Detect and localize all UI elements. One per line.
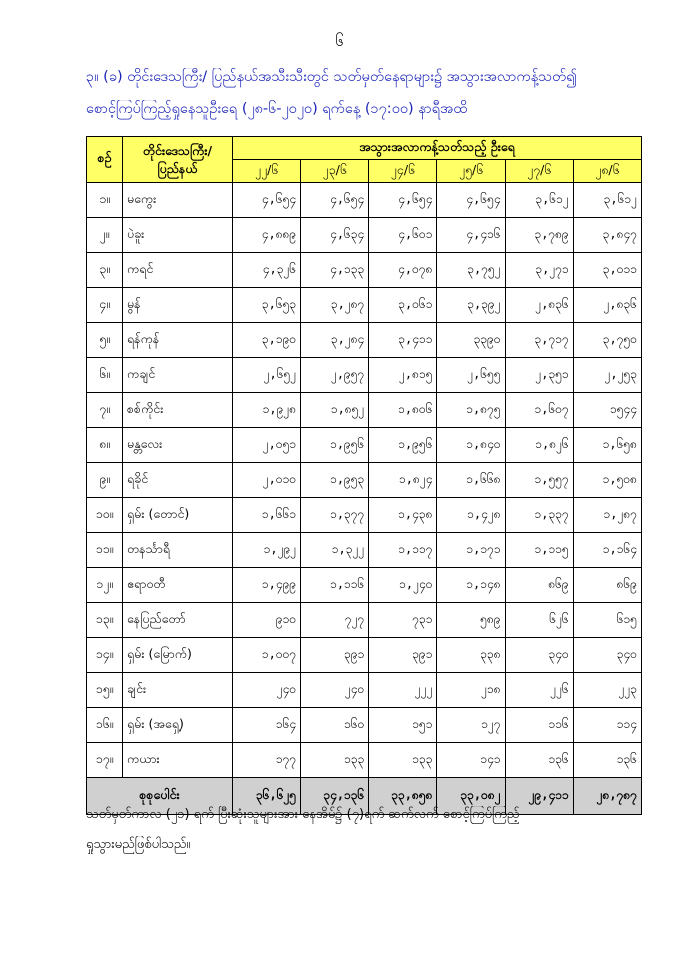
row-value: ၁,၁၆၄ bbox=[573, 533, 641, 568]
row-value: ၁,၁၁၆ bbox=[301, 568, 369, 603]
row-region: ဧရာဝတီ bbox=[123, 568, 233, 603]
row-value: ၄,၃၂၆ bbox=[233, 253, 301, 288]
row-value: ၁,၈၂၄ bbox=[369, 463, 437, 498]
row-value: ၄,၄၁၆ bbox=[437, 218, 505, 253]
row-region: ပဲခူး bbox=[123, 218, 233, 253]
row-value: ၁,၂၉၂ bbox=[233, 533, 301, 568]
row-value: ၁,၉၅၆ bbox=[301, 428, 369, 463]
table-row bbox=[87, 463, 642, 498]
row-region: မွန် bbox=[123, 288, 233, 323]
row-value: ၄,၀၇၈ bbox=[369, 253, 437, 288]
row-value: ၆၁၅ bbox=[573, 603, 641, 638]
row-value: ၁၅၁ bbox=[369, 708, 437, 743]
row-value: ၃,၃၉၂ bbox=[437, 288, 505, 323]
row-value: ၂,၃၅၁ bbox=[505, 358, 573, 393]
row-value: ၁,၉၅၆ bbox=[369, 428, 437, 463]
table-row bbox=[87, 358, 642, 393]
row-value: ၃,၆၅၃ bbox=[233, 288, 301, 323]
row-value: ၂,၈၃၆ bbox=[505, 288, 573, 323]
row-value: ၃၃၉၀ bbox=[437, 323, 505, 358]
row-region: တနင်္သာရီ bbox=[123, 533, 233, 568]
table-row bbox=[87, 603, 642, 638]
header-date: ၂၅/၆ bbox=[437, 160, 505, 183]
row-value: ၂၂၃ bbox=[573, 673, 641, 708]
row-serial: ၁၆။ bbox=[87, 708, 123, 743]
row-value: ၂,၈၁၅ bbox=[369, 358, 437, 393]
row-value: ၁,၂၄၀ bbox=[369, 568, 437, 603]
header-serial: စဉ် bbox=[87, 137, 123, 183]
row-value: ၇၃၁ bbox=[369, 603, 437, 638]
row-value: ၁,၀၀၇ bbox=[233, 638, 301, 673]
row-serial: ၉။ bbox=[87, 463, 123, 498]
row-value: ၁၁၆ bbox=[505, 708, 573, 743]
row-serial: ၁၂။ bbox=[87, 568, 123, 603]
row-value: ၁,၉၂၈ bbox=[233, 393, 301, 428]
table-row bbox=[87, 323, 642, 358]
row-serial: ၁၇။ bbox=[87, 743, 123, 778]
header-date: ၂၇/၆ bbox=[505, 160, 573, 183]
row-value: ၃,၀၁၁ bbox=[573, 253, 641, 288]
row-value: ၃,၂၇၁ bbox=[505, 253, 573, 288]
row-value: ၁,၄၃၈ bbox=[369, 498, 437, 533]
row-value: ၁,၂၈၇ bbox=[573, 498, 641, 533]
row-value: ၈၆၉ bbox=[573, 568, 641, 603]
row-value: ၁,၆၅၈ bbox=[573, 428, 641, 463]
row-value: ၅၈၉ bbox=[437, 603, 505, 638]
row-value: ၁၃၆ bbox=[573, 743, 641, 778]
row-region: မန္တလေး bbox=[123, 428, 233, 463]
row-value: ၃,၁၉၀ bbox=[233, 323, 301, 358]
row-serial: ၂။ bbox=[87, 218, 123, 253]
footnote-line-1: သတ်မှတ်ကာလ (၂၁) ရက် ပြီးဆုံးသူများအား နေအိမ်၌ (၇)ရက် ဆက်လက် စောင့်ကြပ်ကြည့် bbox=[86, 807, 520, 822]
row-value: ၃,၈၄၇ bbox=[573, 218, 641, 253]
table-row bbox=[87, 218, 642, 253]
row-region: ရခိုင် bbox=[123, 463, 233, 498]
row-value: ၃၄၀ bbox=[505, 638, 573, 673]
row-value: ၁,၈၀၆ bbox=[369, 393, 437, 428]
header-region: တိုင်းဒေသကြီး/ ပြည်နယ် bbox=[123, 137, 233, 183]
row-value: ၃၉၁ bbox=[369, 638, 437, 673]
row-value: ၁၆၀ bbox=[301, 708, 369, 743]
row-region: ရှမ်း (တောင်) bbox=[123, 498, 233, 533]
row-value: ၁၅၄၄ bbox=[573, 393, 641, 428]
row-value: ၄,၈၈၉ bbox=[233, 218, 301, 253]
total-value: ၂၈,၇၈၇ bbox=[573, 778, 641, 815]
row-value: ၁၂၇ bbox=[437, 708, 505, 743]
row-value: ၁၃၃ bbox=[301, 743, 369, 778]
row-region: မကွေး bbox=[123, 183, 233, 218]
row-value: ၁,၈၇၅ bbox=[437, 393, 505, 428]
total-value: ၃၄,၁၃၆ bbox=[301, 778, 369, 815]
row-value: ၁,၅၅၇ bbox=[505, 463, 573, 498]
row-value: ၃,၀၆၁ bbox=[369, 288, 437, 323]
total-value: ၃၆,၆၂၅ bbox=[233, 778, 301, 815]
table-row bbox=[87, 183, 642, 218]
row-serial: ၁။ bbox=[87, 183, 123, 218]
row-value: ၃,၇၁၇ bbox=[505, 323, 573, 358]
row-value: ၈၆၉ bbox=[505, 568, 573, 603]
row-value: ၁,၅၀၈ bbox=[573, 463, 641, 498]
row-value: ၆၂၆ bbox=[505, 603, 573, 638]
table-row bbox=[87, 498, 642, 533]
row-value: ၂,၉၅၇ bbox=[301, 358, 369, 393]
header-date: ၂၈/၆ bbox=[573, 160, 641, 183]
row-value: ၁,၉၅၃ bbox=[301, 463, 369, 498]
header-date: ၂၄/၆ bbox=[369, 160, 437, 183]
table-row bbox=[87, 568, 642, 603]
header-restricted-count: အသွားအလာကန့်သတ်သည့် ဦးရေ bbox=[233, 137, 642, 160]
row-value: ၁,၆၆၈ bbox=[437, 463, 505, 498]
row-region: ကယား bbox=[123, 743, 233, 778]
row-value: ၂,၀၅၁ bbox=[233, 428, 301, 463]
row-value: ၁၇၇ bbox=[233, 743, 301, 778]
row-value: ၄,၆၅၄ bbox=[301, 183, 369, 218]
row-value: ၃,၇၅၀ bbox=[573, 323, 641, 358]
footnote-line-2: ရှုသွားမည်ဖြစ်ပါသည်။ bbox=[86, 837, 191, 852]
row-region: စစ်ကိုင်း bbox=[123, 393, 233, 428]
row-region: ရန်ကုန် bbox=[123, 323, 233, 358]
total-value: ၃၃,၀၈၂ bbox=[437, 778, 505, 815]
table-row bbox=[87, 393, 642, 428]
row-value: ၁,၁၄၈ bbox=[437, 568, 505, 603]
row-region: ရှမ်း (အရှေ့) bbox=[123, 708, 233, 743]
row-value: ၂,၂၅၃ bbox=[573, 358, 641, 393]
table-row bbox=[87, 673, 642, 708]
row-region: ကချင် bbox=[123, 358, 233, 393]
table-row bbox=[87, 533, 642, 568]
row-value: ၁,၆၆၁ bbox=[233, 498, 301, 533]
row-value: ၁,၈၅၂ bbox=[301, 393, 369, 428]
row-value: ၄,၆၅၄ bbox=[437, 183, 505, 218]
table-row bbox=[87, 708, 642, 743]
row-value: ၁,၁၁၇ bbox=[369, 533, 437, 568]
row-value: ၂၁၈ bbox=[437, 673, 505, 708]
row-value: ၄,၆၃၄ bbox=[301, 218, 369, 253]
row-value: ၁,၃၃၇ bbox=[505, 498, 573, 533]
row-value: ၁,၈၄၀ bbox=[437, 428, 505, 463]
row-value: ၂,၆၅၅ bbox=[437, 358, 505, 393]
row-value: ၄,၆၅၄ bbox=[233, 183, 301, 218]
row-value: ၄,၁၃၃ bbox=[301, 253, 369, 288]
row-value: ၂,၈၃၆ bbox=[573, 288, 641, 323]
row-value: ၁,၄၂၈ bbox=[437, 498, 505, 533]
table-row bbox=[87, 743, 642, 778]
row-serial: ၄။ bbox=[87, 288, 123, 323]
row-value: ၄,၆၀၁ bbox=[369, 218, 437, 253]
row-value: ၁,၃၂၂ bbox=[301, 533, 369, 568]
row-value: ၁,၆၀၇ bbox=[505, 393, 573, 428]
row-value: ၂၂၆ bbox=[505, 673, 573, 708]
row-value: ၁၆၄ bbox=[233, 708, 301, 743]
row-value: ၇၂၇ bbox=[301, 603, 369, 638]
row-value: ၂,၀၁၀ bbox=[233, 463, 301, 498]
row-value: ၁,၁၁၅ bbox=[505, 533, 573, 568]
row-serial: ၆။ bbox=[87, 358, 123, 393]
row-value: ၃,၇၈၉ bbox=[505, 218, 573, 253]
row-value: ၃,၂၈၇ bbox=[301, 288, 369, 323]
row-serial: ၁၅။ bbox=[87, 673, 123, 708]
row-value: ၃,၇၅၂ bbox=[437, 253, 505, 288]
restricted-persons-table bbox=[86, 136, 642, 815]
row-value: ၃၄၀ bbox=[573, 638, 641, 673]
row-value: ၁၃၆ bbox=[505, 743, 573, 778]
row-value: ၁၃၃ bbox=[369, 743, 437, 778]
header-date: ၂၂/၆ bbox=[233, 160, 301, 183]
row-serial: ၈။ bbox=[87, 428, 123, 463]
row-value: ၂,၆၅၂ bbox=[233, 358, 301, 393]
section-heading-line-2: စောင့်ကြပ်ကြည့်ရှုနေသူဦးရေ (၂၈-၆-၂၀၂၀) ရက်နေ့ (၁၇:၀၀) နာရီအထိ bbox=[86, 101, 468, 117]
total-label: စုစုပေါင်း bbox=[87, 778, 233, 815]
table-row bbox=[87, 638, 642, 673]
section-heading-line-1: ၃။ (ခ) တိုင်းဒေသကြီး/ ပြည်နယ်အသီးသီးတွင် သတ်မှတ်နေရာများ၌ အသွားအလာကန့်သတ်၍ bbox=[86, 69, 578, 85]
total-value: ၂၉,၄၁၁ bbox=[505, 778, 573, 815]
row-serial: ၇။ bbox=[87, 393, 123, 428]
row-region: ကရင် bbox=[123, 253, 233, 288]
table-row bbox=[87, 288, 642, 323]
table-row bbox=[87, 253, 642, 288]
row-value: ၁၄၁ bbox=[437, 743, 505, 778]
row-serial: ၅။ bbox=[87, 323, 123, 358]
row-value: ၄,၆၅၄ bbox=[369, 183, 437, 218]
header-date: ၂၃/၆ bbox=[301, 160, 369, 183]
row-serial: ၃။ bbox=[87, 253, 123, 288]
row-serial: ၁၃။ bbox=[87, 603, 123, 638]
total-value: ၃၃,၈၅၈ bbox=[369, 778, 437, 815]
row-region: ချင်း bbox=[123, 673, 233, 708]
row-value: ၃,၆၁၂ bbox=[573, 183, 641, 218]
row-value: ၂၄၀ bbox=[233, 673, 301, 708]
row-value: ၁,၁၇၁ bbox=[437, 533, 505, 568]
row-value: ၃၃၈ bbox=[437, 638, 505, 673]
page-number: ၆ bbox=[335, 32, 344, 50]
row-serial: ၁၁။ bbox=[87, 533, 123, 568]
row-value: ၃၉၁ bbox=[301, 638, 369, 673]
row-value: ၂၂၂ bbox=[369, 673, 437, 708]
row-value: ၃,၂၈၄ bbox=[301, 323, 369, 358]
row-value: ၃,၆၁၂ bbox=[505, 183, 573, 218]
row-value: ၃,၄၁၁ bbox=[369, 323, 437, 358]
table-row bbox=[87, 428, 642, 463]
row-value: ၂၄၀ bbox=[301, 673, 369, 708]
row-value: ၁,၄၉၉ bbox=[233, 568, 301, 603]
row-value: ၁,၃၇၇ bbox=[301, 498, 369, 533]
row-serial: ၁၄။ bbox=[87, 638, 123, 673]
row-region: နေပြည်တော် bbox=[123, 603, 233, 638]
row-value: ၁၁၄ bbox=[573, 708, 641, 743]
row-serial: ၁၀။ bbox=[87, 498, 123, 533]
row-value: ၁,၈၂၆ bbox=[505, 428, 573, 463]
row-value: ၉၁၀ bbox=[233, 603, 301, 638]
row-region: ရှမ်း (မြောက်) bbox=[123, 638, 233, 673]
